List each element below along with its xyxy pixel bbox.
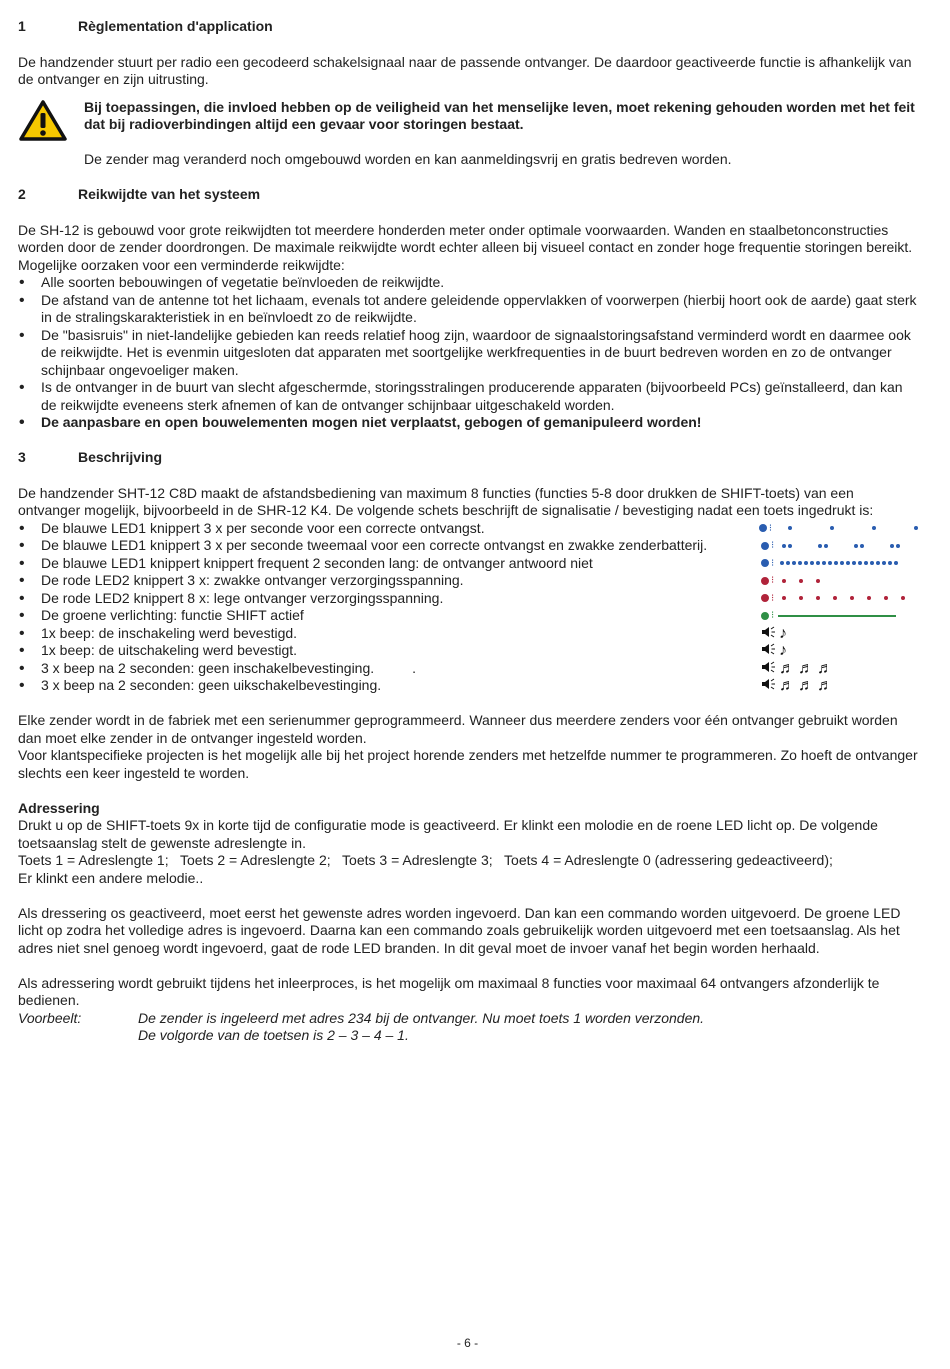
signal-text: • 1x beep: de uitschakeling werd bevestigt. <box>41 642 298 658</box>
example-block <box>18 1010 918 1045</box>
led-icon <box>761 559 769 567</box>
section-1-intro: De handzender stuurt per radio een gecodeerd schakelsignaal naar de passende ontvanger. De daardoor geactiveerde functie is afhankelijk van de ontvanger en zijn uitrusting. <box>18 53 912 87</box>
list-item: • Is de ontvanger in de buurt van slecht afgeschermde, storingsstralingen producerende apparaten (bijvoorbeeld PCs) geïnstalleerd, dan kan de reikwijdte eveneens sterk afnemen of kan de ontvanger schijnbaar uitgeschakeld worden. <box>18 379 918 414</box>
section-3-heading <box>18 449 918 467</box>
list-item: • De afstand van de antenne tot het lichaam, evenals tot andere geleidende oppervlakken of voorwerpen (hierbij hoort ook de aarde) gaat sterk in de stralingskarakteristiek in en beïnvloedt zo de reikwijdte. <box>18 292 918 327</box>
light-rays-icon: ⁝ <box>771 557 775 569</box>
section-1-heading <box>18 18 918 36</box>
serial-paragraph: Elke zender wordt in de fabriek met een serienummer geprogrammeerd. Wanneer dus meerdere zenders voor één ontvanger gebruikt worden dan moet elke zender in de ontvanger ingesteld worden. <box>18 712 898 746</box>
signal-row <box>18 625 918 643</box>
triple-beep-icon: ♬♬♬ <box>779 677 836 695</box>
list-item-warning: • De aanpasbare en open bouwelementen mogen niet verplaatst, gebogen of gemanipuleerd worden! <box>18 414 918 432</box>
speaker-icon <box>761 642 777 660</box>
signal-text: • De rode LED2 knippert 3 x: zwakke ontvanger verzorgingsspanning. <box>41 572 464 588</box>
causes-list <box>18 274 918 432</box>
signal-list <box>18 520 918 695</box>
addressing-paragraph: Drukt u op de SHIFT-toets 9x in korte tijd de configuratie mode is geactiveerd. Er klinkt een molodie en de roene LED licht op. De volgende toetsaanslag stelt de gewenste adreslengte in. <box>18 817 878 851</box>
example-label: Voorbeelt: <box>18 1009 82 1026</box>
section-number: 1 <box>18 18 26 34</box>
warning-block <box>18 99 918 169</box>
signal-text: • De blauwe LED1 knippert 3 x per seconde tweemaal voor een correcte ontvangst en zwakke zenderbatterij. <box>41 537 708 553</box>
page-content <box>18 18 918 1045</box>
addressing-melody: Er klinkt een andere melodie.. <box>18 869 204 886</box>
section-title: Règlementation d'application <box>78 18 273 34</box>
blue-led-pattern-no-answer <box>761 555 898 573</box>
beep-note-icon: ♪ <box>779 624 790 642</box>
signal-row <box>18 660 918 678</box>
speaker-icon <box>761 660 777 678</box>
warning-note: De zender mag veranderd noch omgebouwd worden en kan aanmeldingsvrij en gratis bedreven worden. <box>84 151 732 167</box>
beep-note-icon: ♪ <box>779 642 790 660</box>
signal-row <box>18 555 918 573</box>
light-rays-icon: ⁝ <box>771 610 775 621</box>
light-rays-icon: ⁝ <box>768 522 772 534</box>
signal-row <box>18 590 918 608</box>
led-icon <box>761 612 769 620</box>
addressing-heading: Adressering <box>18 799 100 816</box>
led-icon <box>761 594 769 602</box>
signal-text: • De blauwe LED1 knippert knippert frequent 2 seconden lang: de ontvanger antwoord niet <box>41 554 593 571</box>
blue-led-pattern-weak-battery <box>761 537 900 555</box>
signal-text: • De blauwe LED1 knippert 3 x per seconde voor een correcte ontvangst. <box>41 519 485 536</box>
warning-text: Bij toepassingen, die invloed hebben op de veiligheid van het menselijke leven, moet rekening gehouden worden met het feit dat bij radioverbindingen altijd een gevaar voor storingen bestaat. <box>84 98 915 132</box>
speaker-icon <box>761 625 777 643</box>
project-paragraph: Voor klantspecifieke projecten is het mogelijk alle bij het project horende zenders met hetzelfde nummer te programmeren. Zo hoeft de ontvanger slechts een keer ingesteld te worden. <box>18 747 918 781</box>
triple-beep-icon: ♬♬♬ <box>779 659 836 677</box>
led-icon <box>759 524 767 532</box>
signal-row <box>18 537 918 555</box>
section-title: Beschrijving <box>78 449 163 465</box>
addressing-procedure: Als dressering os geactiveerd, moet eerst het gewenste adres worden ingevoerd. Dan kan een commando worden uitgevoerd. De groene LED licht op zodra het volledige adres is ingevoerd. Daarna kan een commando zoals gebruikelijk worden uitgevoerd met een toetsaanslag. Als het adres niet snel genoeg wordt ingevoerd, gaat de rode LED branden. In dit geval moet de invoer vanaf het begin worden herhaald. <box>18 904 901 956</box>
example-line: De zender is ingeleerd met adres 234 bij de ontvanger. Nu moet toets 1 worden verzonden. <box>138 1009 705 1026</box>
green-led-pattern-shift <box>761 607 896 625</box>
section-number: 3 <box>18 449 26 465</box>
signal-text: • De rode LED2 knippert 8 x: lege ontvanger verzorgingsspanning. <box>41 589 444 606</box>
signal-row <box>18 642 918 660</box>
led-icon <box>761 577 769 585</box>
led-icon <box>761 542 769 550</box>
blue-led-pattern-correct <box>759 520 918 538</box>
list-item: • De "basisruis" in niet-landelijke gebieden kan reeds relatief hoog zijn, waardoor de signaalstoringsafstand verminderd wordt en daarmee ook de reikwijdte. Het is evenmin uitgesloten dat apparaten met soortgelijke werkfrequenties in de buurt bedreven worden en zo de ontvanger schijnbaar ongevoeliger maken. <box>18 327 918 380</box>
signal-trail: . <box>412 659 417 676</box>
addressing-learning: Als adressering wordt gebruikt tijdens het inleerproces, is het mogelijk om maximaal 8 functies voor maximaal 64 ontvangers afzonderlijk te bedienen. <box>18 974 880 1008</box>
causes-label: Mogelijke oorzaken voor een verminderde reikwijdte: <box>18 256 345 273</box>
signal-text: • 3 x beep na 2 seconden: geen uikschakelbevestinging. <box>41 677 382 693</box>
light-rays-icon: ⁝ <box>771 592 775 604</box>
section-3-intro: De handzender SHT-12 C8D maakt de afstandsbediening van maximum 8 functies (functies 5-8 door drukken de SHIFT-toets) van een ontvanger mogelijk, bijvoorbeeld in de SHR-12 K4. De volgende schets beschrijft de signalisatie / bevestiging nadat een toets ingedrukt is: <box>18 484 874 518</box>
addressing-keys: Toets 1 = Adreslengte 1; Toets 2 = Adreslengte 2; Toets 3 = Adreslengte 3; Toets 4 = Adreslengte 0 (adressering gedeactiveerd); <box>18 852 833 868</box>
list-item: • Alle soorten bebouwingen of vegetatie beïnvloeden de reikwijdte. <box>18 274 918 292</box>
page-number: - 6 - <box>456 1336 479 1350</box>
signal-row <box>18 572 918 590</box>
section-number: 2 <box>18 186 26 202</box>
section-2-intro: De SH-12 is gebouwd voor grote reikwijdten tot meerdere honderden meter onder optimale voorwaarden. Wanden en staalbetonconstructies worden door de zender doordrongen. De maximale reikwijdte wordt echter alleen bij visueel contact en zonder hoge frequentie storingen bereikt. <box>18 221 913 255</box>
signal-row <box>18 520 918 538</box>
signal-row <box>18 607 918 625</box>
light-rays-icon: ⁝ <box>771 575 775 586</box>
light-rays-icon: ⁝ <box>771 540 775 551</box>
section-2-heading <box>18 186 918 204</box>
signal-text: • 1x beep: de inschakeling werd bevestigd. <box>41 624 298 641</box>
speaker-icon <box>761 677 777 695</box>
red-led-pattern-3x <box>761 572 820 590</box>
signal-row <box>18 677 918 695</box>
warning-icon <box>18 99 84 169</box>
section-title: Reikwijdte van het systeem <box>78 186 261 202</box>
red-led-pattern-8x <box>761 590 905 608</box>
example-line: De volgorde van de toetsen is 2 – 3 – 4 – 1. <box>138 1027 409 1043</box>
signal-text: 3 x beep na 2 seconden: geen inschakelbevestinging. <box>41 659 375 676</box>
signal-text: • De groene verlichting: functie SHIFT actief <box>41 607 304 623</box>
